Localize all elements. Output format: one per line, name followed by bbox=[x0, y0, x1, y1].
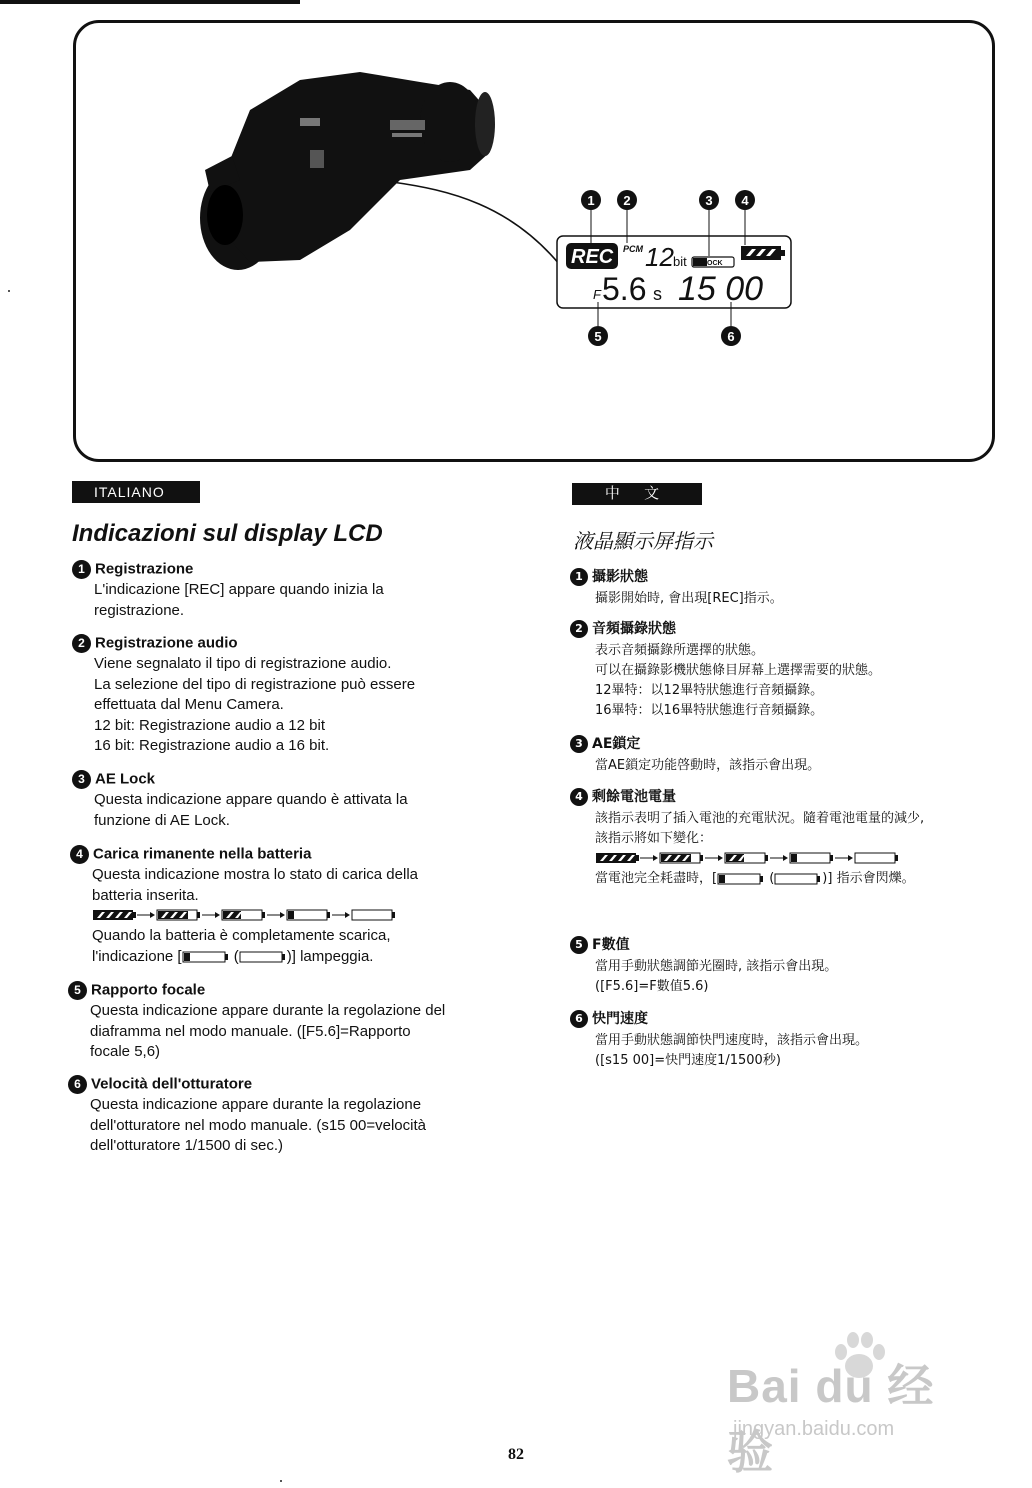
body-line: 當用手動狀態調節快門速度時，該指示會出現。 bbox=[595, 1033, 869, 1048]
body-line: 攝影開始時, 會出現[REC]指示。 bbox=[595, 591, 783, 606]
item-heading: AE Lock bbox=[95, 770, 156, 788]
camcorder-illustration bbox=[200, 72, 495, 270]
svg-text:4: 4 bbox=[741, 193, 749, 208]
italian-item-6 bbox=[68, 1075, 426, 1157]
lcd-rec: REC bbox=[571, 246, 614, 268]
svg-text:1: 1 bbox=[587, 193, 595, 208]
number-badge: 5 bbox=[68, 981, 87, 1000]
body-line-with-icons: l'indicazione [ ( )] lampeggia. bbox=[92, 947, 374, 965]
body-line: Questa indicazione mostra lo stato di carica della bbox=[92, 866, 419, 883]
battery-full-icon bbox=[93, 910, 136, 920]
body-line: dell'otturatore nel modo manuale. (s15 00=velocità bbox=[90, 1116, 426, 1134]
battery-low-icon bbox=[717, 872, 765, 886]
body-line-with-icons: 當電池完全耗盡時，[ ( )] 指示會閃爍。 bbox=[595, 871, 915, 886]
battery-low-icon bbox=[182, 950, 230, 964]
item-heading: Carica rimanente nella batteria bbox=[93, 845, 312, 863]
chinese-item-2 bbox=[570, 618, 881, 721]
callout-3 bbox=[699, 190, 719, 210]
body-line: L'indicazione [REC] appare quando inizia la bbox=[94, 581, 384, 598]
body-line: Viene segnalato il tipo di registrazione audio. bbox=[94, 655, 392, 672]
item-heading: Velocità dell'otturatore bbox=[91, 1075, 253, 1093]
body-line: funzione di AE Lock. bbox=[94, 811, 230, 829]
body-line: 當AE鎖定功能啓動時，該指示會出現。 bbox=[595, 758, 821, 773]
battery-three-quarter-icon bbox=[157, 910, 200, 920]
battery-three-quarter-icon bbox=[660, 853, 703, 863]
italian-item-4 bbox=[70, 845, 418, 967]
italian-item-2 bbox=[72, 634, 415, 757]
body-line: ([s15 00]=快門速度1/1500秒) bbox=[595, 1053, 781, 1068]
arrow-icon bbox=[267, 912, 285, 918]
arrow-icon bbox=[137, 912, 155, 918]
italian-item-1 bbox=[72, 560, 384, 621]
number-badge: 3 bbox=[72, 770, 91, 789]
body-line: registrazione. bbox=[94, 601, 185, 619]
body-line: 表示音頻攝錄所選擇的狀態。 bbox=[595, 643, 765, 658]
battery-half-icon bbox=[725, 853, 768, 863]
lcd-bit-unit: bit bbox=[673, 254, 687, 269]
number-badge: 1 bbox=[72, 560, 91, 579]
number-badge: 4 bbox=[570, 788, 588, 806]
section-title-italian: Indicazioni sul display LCD bbox=[72, 520, 383, 547]
battery-sequence bbox=[595, 849, 924, 869]
body-line: Questa indicazione appare durante la regolazione del bbox=[90, 1002, 446, 1019]
body-line: La selezione del tipo di registrazione può essere bbox=[94, 675, 416, 693]
body-line: 該指示表明了插入電池的充電狀況。隨着電池電量的減少, bbox=[595, 811, 925, 826]
arrow-icon bbox=[202, 912, 220, 918]
battery-low-icon bbox=[790, 853, 833, 863]
battery-low-icon bbox=[287, 910, 330, 920]
item-heading: 快門速度 bbox=[592, 1011, 648, 1027]
number-badge: 2 bbox=[570, 620, 588, 638]
battery-full-icon bbox=[596, 853, 639, 863]
chinese-item-4 bbox=[570, 786, 924, 889]
body-line: 16 bit: Registrazione audio a 16 bit. bbox=[94, 737, 330, 754]
item-heading: 音頻攝錄狀態 bbox=[592, 621, 676, 637]
body-line: 12 bit: Registrazione audio a 12 bit bbox=[94, 716, 325, 734]
italian-item-5 bbox=[68, 981, 445, 1063]
arrow-icon bbox=[332, 912, 350, 918]
item-heading: Registrazione bbox=[95, 560, 194, 578]
lcd-f-value: 5.6 bbox=[602, 271, 647, 307]
number-badge: 6 bbox=[68, 1075, 87, 1094]
arrow-icon bbox=[640, 855, 658, 861]
item-heading: Rapporto focale bbox=[91, 981, 206, 999]
body-line: focale 5,6) bbox=[90, 1043, 161, 1060]
battery-half-icon bbox=[222, 910, 265, 920]
scan-speck bbox=[280, 1480, 282, 1482]
battery-sequence bbox=[92, 906, 418, 926]
camera-lcd-figure bbox=[0, 0, 1032, 470]
lcd-pcm: PCM bbox=[623, 244, 643, 254]
chinese-item-3 bbox=[570, 733, 820, 776]
callout-1 bbox=[581, 190, 601, 210]
number-badge: 4 bbox=[70, 845, 89, 864]
lcd-battery-icon bbox=[741, 246, 785, 260]
arrow-icon bbox=[770, 855, 788, 861]
battery-empty-icon bbox=[855, 853, 898, 863]
number-badge: 5 bbox=[570, 936, 588, 954]
arrow-icon bbox=[705, 855, 723, 861]
number-badge: 2 bbox=[72, 634, 91, 653]
arrow-icon bbox=[835, 855, 853, 861]
callout-4 bbox=[735, 190, 755, 210]
callout-2 bbox=[617, 190, 637, 210]
italian-item-3 bbox=[72, 770, 408, 831]
item-heading: AE鎖定 bbox=[592, 736, 641, 752]
callout-5 bbox=[588, 326, 608, 346]
scan-speck bbox=[8, 290, 10, 292]
watermark-brand: Bai du 经验 bbox=[727, 1360, 935, 1478]
body-line: ([F5.6]=F數值5.6) bbox=[595, 979, 709, 994]
body-line: Questa indicazione appare durante la regolazione bbox=[90, 1096, 422, 1113]
body-line: 可以在攝錄影機狀態條目屏幕上選擇需要的狀態。 bbox=[595, 663, 882, 678]
body-line: effettuata dal Menu Camera. bbox=[94, 696, 284, 713]
svg-text:3: 3 bbox=[705, 193, 713, 208]
watermark-url: jingyan.baidu.com bbox=[733, 1418, 895, 1440]
item-heading: 剩餘電池電量 bbox=[592, 789, 676, 805]
section-title-chinese: 液晶顯示屏指示 bbox=[573, 529, 713, 553]
lcd-ae-lock: AELOCK bbox=[693, 260, 723, 267]
number-badge: 6 bbox=[570, 1010, 588, 1028]
body-line: 16畢特：以16畢特狀態進行音頻攝錄。 bbox=[595, 703, 824, 718]
lcd-bits: 12 bbox=[645, 242, 674, 272]
number-badge: 1 bbox=[570, 568, 588, 586]
body-line: 該指示將如下變化： bbox=[595, 831, 713, 846]
svg-text:2: 2 bbox=[623, 193, 631, 208]
number-badge: 3 bbox=[570, 735, 588, 753]
item-heading: F數值 bbox=[592, 937, 630, 953]
body-line: dell'otturatore 1/1500 di sec.) bbox=[90, 1137, 283, 1154]
chinese-item-1 bbox=[570, 566, 783, 609]
lcd-s-prefix: s bbox=[653, 284, 662, 304]
item-heading: Registrazione audio bbox=[95, 634, 238, 652]
battery-empty-icon bbox=[774, 872, 822, 886]
body-line: 12畢特：以12畢特狀態進行音頻攝錄。 bbox=[595, 683, 824, 698]
battery-empty-icon bbox=[239, 950, 287, 964]
language-label-chinese: 中 文 bbox=[572, 483, 702, 505]
battery-empty-icon bbox=[352, 910, 395, 920]
body-line: batteria inserita. bbox=[92, 886, 199, 904]
language-label-italian: ITALIANO bbox=[72, 481, 200, 503]
body-line: diaframma nel modo manuale. ([F5.6]=Rapporto bbox=[90, 1022, 411, 1040]
svg-text:5: 5 bbox=[594, 329, 602, 344]
item-heading: 攝影狀態 bbox=[592, 569, 648, 585]
body-line: Questa indicazione appare quando è attivata la bbox=[94, 791, 408, 808]
chinese-item-5 bbox=[570, 934, 837, 997]
baidu-watermark bbox=[727, 1330, 977, 1478]
body-line: Quando la batteria è completamente scarica, bbox=[92, 927, 391, 944]
chinese-item-6 bbox=[570, 1008, 868, 1071]
lcd-f-prefix: F bbox=[593, 287, 601, 302]
lcd-shutter: 15 00 bbox=[678, 270, 764, 308]
callout-6 bbox=[721, 326, 741, 346]
body-line: 當用手動狀態調節光圈時, 該指示會出現。 bbox=[595, 959, 838, 974]
page-number: 82 bbox=[508, 1446, 524, 1463]
svg-text:6: 6 bbox=[727, 329, 735, 344]
